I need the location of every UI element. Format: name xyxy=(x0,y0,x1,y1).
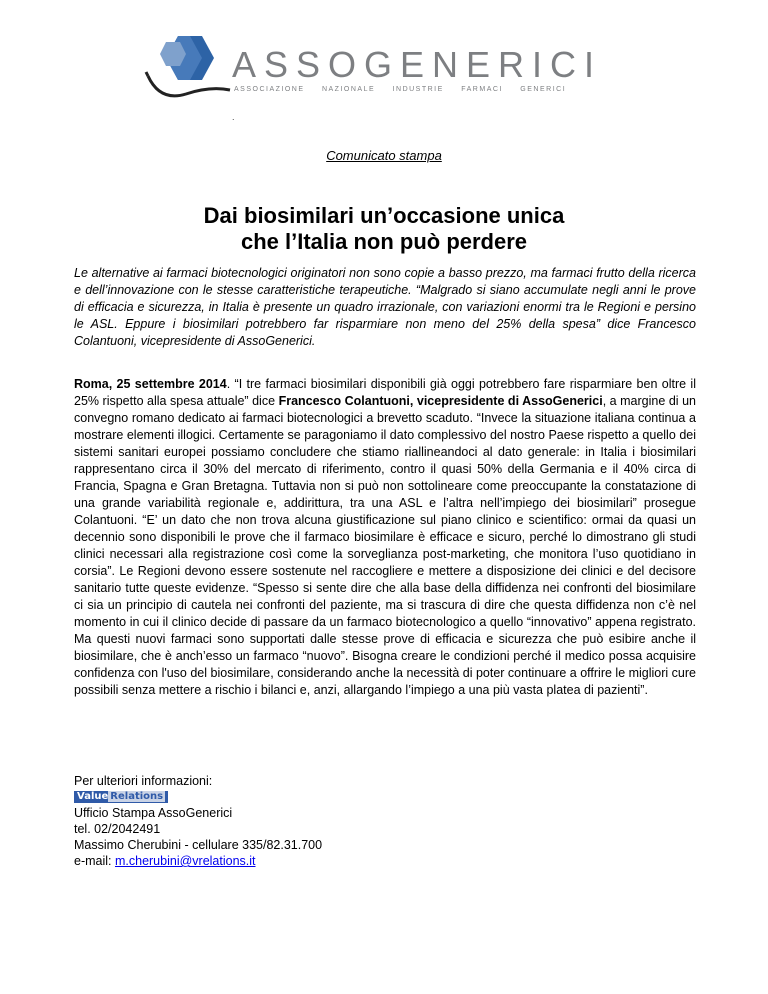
hexagon-emblem-icon xyxy=(140,32,232,112)
title-line-1: Dai biosimilari un’occasione unica xyxy=(203,203,565,228)
more-info-label: Per ulteriori informazioni: xyxy=(74,774,213,788)
assogenerici-logo xyxy=(140,32,603,112)
contact-person: Massimo Cherubini - cellulare 335/82.31.700 xyxy=(74,838,323,852)
title-line-2: che l’Italia non può perdere xyxy=(240,229,528,254)
email-link[interactable]: m.cherubini@vrelations.it xyxy=(114,854,256,868)
vr-logo-part-1: Value xyxy=(77,791,109,802)
contact-block xyxy=(74,805,322,869)
body-part-2: , a margine di un convegno romano dedicato ai farmaci biotecnologici a brevetto scaduto. “Invece la situazione italiana continua a mostrare elementi illogici. Certamente se paragoniamo il dato complessivo del nostro Paese rispetto a quello dei sistemi sanitari europei possiamo concludere che stiamo riallineandoci al dato generale: in Italia i biosimilari rappresentano circa il 30% del mercato di riferimento, contro il quasi 50% della Germania e il 40% circa di Francia, Spagna e Gran Bretagna. Tuttavia non si può non sottolineare come preoccupante la constatazione di una grande variabilità regionale e, addirittura, tra una ASL e l’altra nell’impiego dei biosimilari” prosegue Colantuoni. “E’ un dato che non trova alcuna giustificazione sul piano clinico e scientifico: ormai da quasi un decennio sono disponibili le prove che il farmaco biosimilare è efficace e sicuro, perché lo dimostrano gli studi clinici necessari alla registrazione così come la sorveglianza post-marketing, che monitora l’uso quotidiano in corsia”. Le Regioni devono essere sostenute nel raccogliere e mettere a disposizione dei clinici e del decisore sanitario tutte queste evidenze. “Spesso si sente dire che alla base della diffidenza nei confronti del biosimilare ci sia un principio di cautela nei confronti del paziente, ma si trascura di dire che questa diffidenza non c’è nel momento in cui il clinico decide di passare da un farmaco biotecnologico a quello “innovativo” appena registrato. Ma questi nuovi farmaci sono supportati dalle stesse prove di efficacia e sicurezza che può esibire anche il biosimilare, che è anch’esso un farmaco “nuovo”. Bisogna creare le condizioni perché il medico possa acquisire confidenza con l'uso del biosimilare, considerando anche la necessità di poter continuare a offrire le migliori cure possibili senza mettere a rischio i bilanci e, anzi, allargando l’impiego a una più vasta platea di pazienti”. xyxy=(74,394,696,697)
value-relations-logo xyxy=(74,791,168,803)
page-title xyxy=(0,203,768,255)
vr-logo-part-2: Relations xyxy=(110,791,164,802)
body-part-1: . “I tre farmaci biosimilari disponibili già oggi potrebbero fare risparmiare ben oltre il 25% rispetto alla spesa attuale” dice xyxy=(74,377,696,408)
press-office: Ufficio Stampa AssoGenerici xyxy=(74,806,233,820)
telephone: tel. 02/2042491 xyxy=(74,822,161,836)
speaker-name: Francesco Colantuoni, vicepresidente di AssoGenerici xyxy=(278,394,603,408)
logo-wordmark: ASSOGENERICI xyxy=(232,44,603,85)
document-type-label: Comunicato stampa xyxy=(326,148,442,163)
body-paragraph xyxy=(74,376,696,699)
email-line xyxy=(74,853,322,869)
stray-dot: . xyxy=(232,112,235,122)
logo-tagline: ASSOCIAZIONE NAZIONALE INDUSTRIE FARMACI GENERICI xyxy=(234,86,567,93)
dateline: Roma, 25 settembre 2014 xyxy=(74,377,227,391)
lead-paragraph: Le alternative ai farmaci biotecnologici originatori non sono copie a basso prezzo, ma farmaci frutto della ricerca e dell’innovazione con le stesse caratteristiche terapeutiche. “Malgrado si siano accumulate negli anni le prove di efficacia e sicurezza, in Italia è presente un quadro irrazionale, con variazioni enormi tra le Regioni e persino le ASL. Eppure i biosimilari potrebbero far risparmiare non meno del 25% della spesa” dice Francesco Colantuoni, vicepresidente di AssoGenerici. xyxy=(74,266,696,348)
email-label: e-mail: xyxy=(74,854,115,868)
